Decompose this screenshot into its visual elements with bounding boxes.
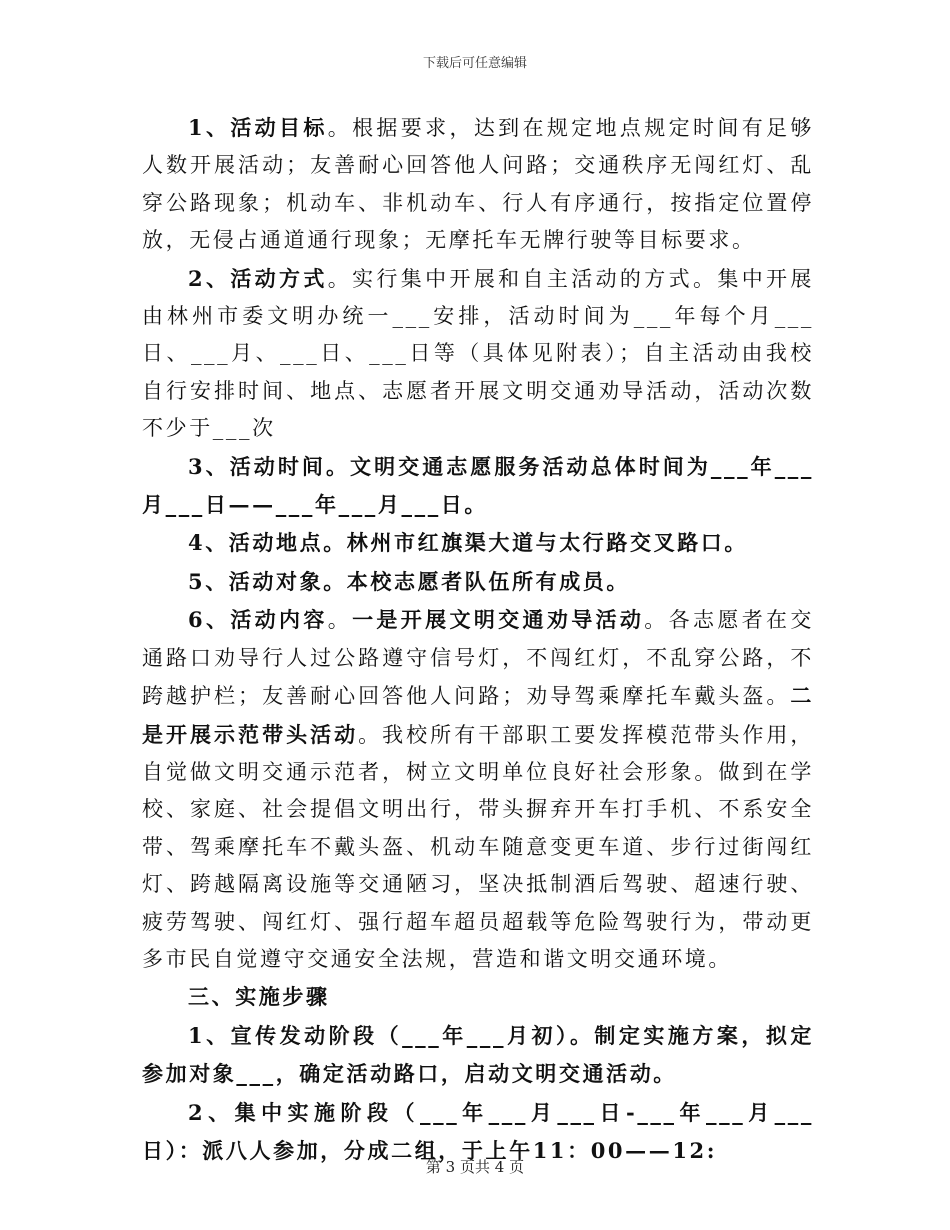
run: 1、活动目标: [188, 115, 328, 140]
run: 二是开展示范带头活动: [142, 683, 814, 747]
run: 。实行集中开展和自主活动的方式。集中开展由林州市委文明办统一___安排，活动时间为___年每个月___日、___月、___日、___日等（具体见附表）；自主活动由我校自行安排时间、地点、志愿者开展文明交通劝导活动，活动次数不少于___次: [142, 266, 814, 441]
paragraph-activity-location: [142, 524, 814, 562]
run: 。: [327, 608, 353, 633]
run: 3、活动时间。文明交通志愿服务活动总体时间为___年___月___日——___年___月___日。: [142, 453, 814, 518]
paragraph-activity-time: [142, 448, 814, 525]
run: 2、集中实施阶段（___年___月___日-___年___月___日）：派八人参加，分成二组，于上午11：00——12:: [142, 1099, 814, 1163]
run: 。各志愿者在交通路口劝导行人过公路遵守信号灯，不闯红灯，不乱穿公路，不跨越护栏；友善耐心回答他人问路；劝导驾乘摩托车戴头盔。: [142, 608, 815, 709]
section-heading-implementation: [142, 978, 814, 1016]
run: 2、活动方式: [188, 265, 328, 291]
paragraph-activity-method: [142, 260, 814, 448]
run: 6、活动内容: [188, 607, 328, 633]
paragraph-activity-content: [142, 601, 814, 978]
paragraph-activity-target: [142, 563, 814, 601]
run: 4、活动地点。林州市红旗渠大道与太行路交叉路口。: [188, 530, 749, 556]
run: 一是开展文明交通劝导活动: [352, 607, 645, 633]
page-footer: 第 3 页共 4 页: [425, 1158, 525, 1176]
run: 1、宣传发动阶段（___年___月初）。制定实施方案，拟定参加对象___，确定活动路口，启动文明交通活动。: [142, 1022, 814, 1087]
run: 。根据要求，达到在规定地点规定时间有足够人数开展活动；友善耐心回答他人问路；交通秩序无闯红灯、乱穿公路现象；机动车、非机动车、行人有序通行，按指定位置停放，无侵占通道通行现象；无摩托车无牌行驶等目标要求。: [142, 116, 814, 253]
paragraph-activity-goal: [142, 109, 814, 260]
paragraph-stage-publicity: [142, 1017, 814, 1094]
page-header: 下载后可任意编辑: [422, 56, 527, 71]
document-body: [142, 109, 814, 1170]
run: 5、活动对象。本校志愿者队伍所有成员。: [188, 568, 631, 594]
run: 。我校所有干部职工要发挥模范带头作用，自觉做文明交通示范者，树立文明单位良好社会形象。做到在学校、家庭、社会提倡文明出行，带头摒弃开车打手机、不系安全带、驾乘摩托车不戴头盔、机动车随意变更车道、步行过街闯红灯、跨越隔离设施等交通陋习，坚决抵制酒后驾驶、超速行驶、疲劳驾驶、闯红灯、强行超车超员超载等危险驾驶行为，带动更多市民自觉遵守交通安全法规，营造和谐文明交通环境。: [142, 722, 814, 971]
run: 三、实施步骤: [188, 984, 330, 1010]
